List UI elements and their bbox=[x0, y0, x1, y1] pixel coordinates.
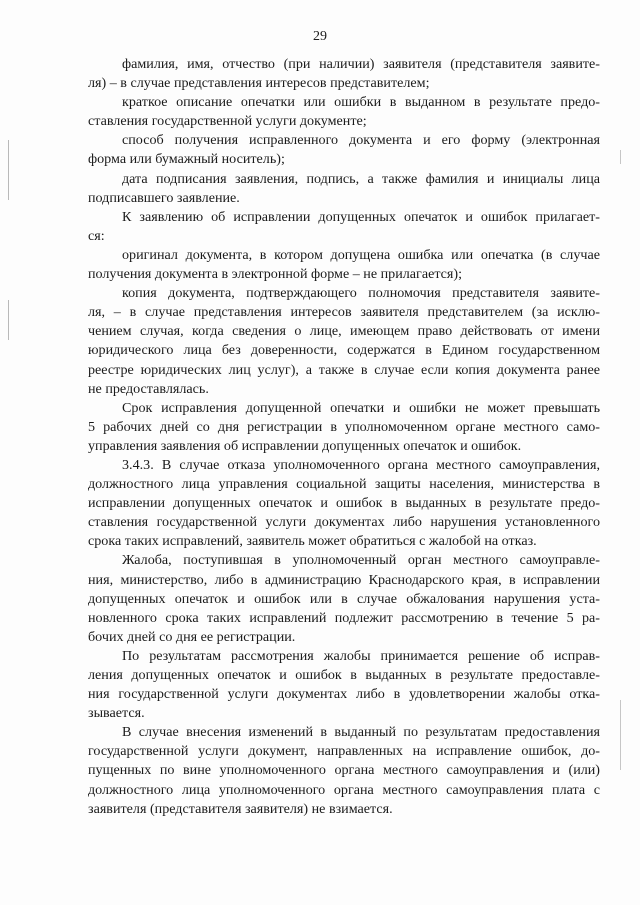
text-line: заявителя (представителя заявителя) не взимается. bbox=[88, 800, 393, 817]
text-line: К заявлению об исправлении допущенных опечаток и ошибок прилагает- bbox=[122, 208, 600, 225]
text-line: юридического лица без доверенности, содержатся в Едином государственном bbox=[88, 342, 600, 359]
text-line: фамилия, имя, отчество (при наличии) заявителя (представителя заявите- bbox=[122, 56, 600, 72]
text-line: ления допущенных опечаток и ошибок в выданных в результате предоставле- bbox=[88, 667, 600, 683]
text-line: бочих дней со дня ее регистрации. bbox=[88, 628, 296, 645]
text-line: не предоставлялась. bbox=[88, 380, 209, 397]
text-line: должностного лица управления социальной защиты населения, министерства в bbox=[88, 476, 600, 493]
text-line: В случае внесения изменений в выданный по результатам предоставления bbox=[122, 724, 600, 741]
document-body bbox=[88, 55, 600, 819]
text-line: дата подписания заявления, подпись, а также фамилия и инициалы лица bbox=[122, 170, 600, 187]
text-line: ставления государственной услуги документах либо нарушения установленного bbox=[88, 514, 600, 531]
text-line: копия документа, подтверждающего полномочия представителя заявите- bbox=[122, 285, 600, 302]
text-line: оригинал документа, в котором допущена ошибка или опечатка (в случае bbox=[122, 246, 600, 263]
text-line: По результатам рассмотрения жалобы принимается решение об исправ- bbox=[122, 647, 600, 664]
text-line: получения документа в электронной форме – не прилагается); bbox=[88, 266, 463, 283]
text-line: краткое описание опечатки или ошибки в выданном в результате предо- bbox=[122, 94, 600, 111]
text-line: ния государственной услуги документах либо в удовлетворении жалобы отка- bbox=[88, 686, 600, 703]
text-line: подписавшего заявление. bbox=[88, 189, 240, 206]
text-line: допущенных опечаток и ошибок или в случае обжалования нарушения уста- bbox=[88, 590, 600, 607]
text-line: государственной услуги документ, направленных на исправление ошибок, до- bbox=[88, 743, 600, 760]
text-line: зывается. bbox=[88, 705, 145, 722]
text-line: ставления государственной услуги документе; bbox=[88, 113, 367, 130]
text-line: реестре юридических лиц услуг), а также в случае если копия документа ранее bbox=[88, 361, 600, 378]
text-line: Срок исправления допущенной опечатки и ошибки не может превышать bbox=[122, 399, 600, 416]
text-line: способ получения исправленного документа и его форму (электронная bbox=[122, 132, 600, 149]
text-line: исправлении допущенных опечаток и ошибок в выданных в результате предо- bbox=[88, 495, 600, 512]
text-line: ля, – в случае представления интересов заявителя представителем (за исклю- bbox=[88, 304, 600, 321]
scan-edge-mark bbox=[8, 140, 9, 200]
text-line: Жалоба, поступившая в уполномоченный орган местного самоуправле- bbox=[122, 552, 600, 569]
text-line: пущенных по вине уполномоченного органа местного самоуправления и (или) bbox=[88, 762, 600, 779]
text-line: должностного лица уполномоченного органа местного самоуправления плата с bbox=[88, 781, 600, 798]
page-number: 29 bbox=[313, 29, 327, 44]
scan-edge-mark bbox=[8, 300, 9, 340]
text-line: чением случая, когда сведения о лице, имеющем право действовать от имени bbox=[88, 323, 600, 340]
text-line: 3.4.3. В случае отказа уполномоченного органа местного самоуправления, bbox=[122, 456, 600, 473]
scan-edge-mark bbox=[620, 700, 621, 770]
text-line: ния, министерство, либо в администрацию Краснодарского края, в исправлении bbox=[88, 571, 600, 588]
text-line: ся: bbox=[88, 227, 105, 244]
text-line: 5 рабочих дней со дня регистрации в уполномоченном органе местного само- bbox=[88, 418, 600, 435]
text-line: управления заявления об исправлении допущенных опечаток и ошибок. bbox=[88, 437, 522, 454]
text-line: ля) – в случае представления интересов представителем; bbox=[88, 75, 430, 92]
text-line: новленного срока таких исправлений подлежит рассмотрению в течение 5 ра- bbox=[88, 609, 600, 626]
text-line: форма или бумажный носитель); bbox=[88, 151, 285, 168]
text-line: срока таких исправлений, заявитель может обратиться с жалобой на отказ. bbox=[88, 533, 537, 550]
scan-edge-mark bbox=[620, 150, 621, 164]
